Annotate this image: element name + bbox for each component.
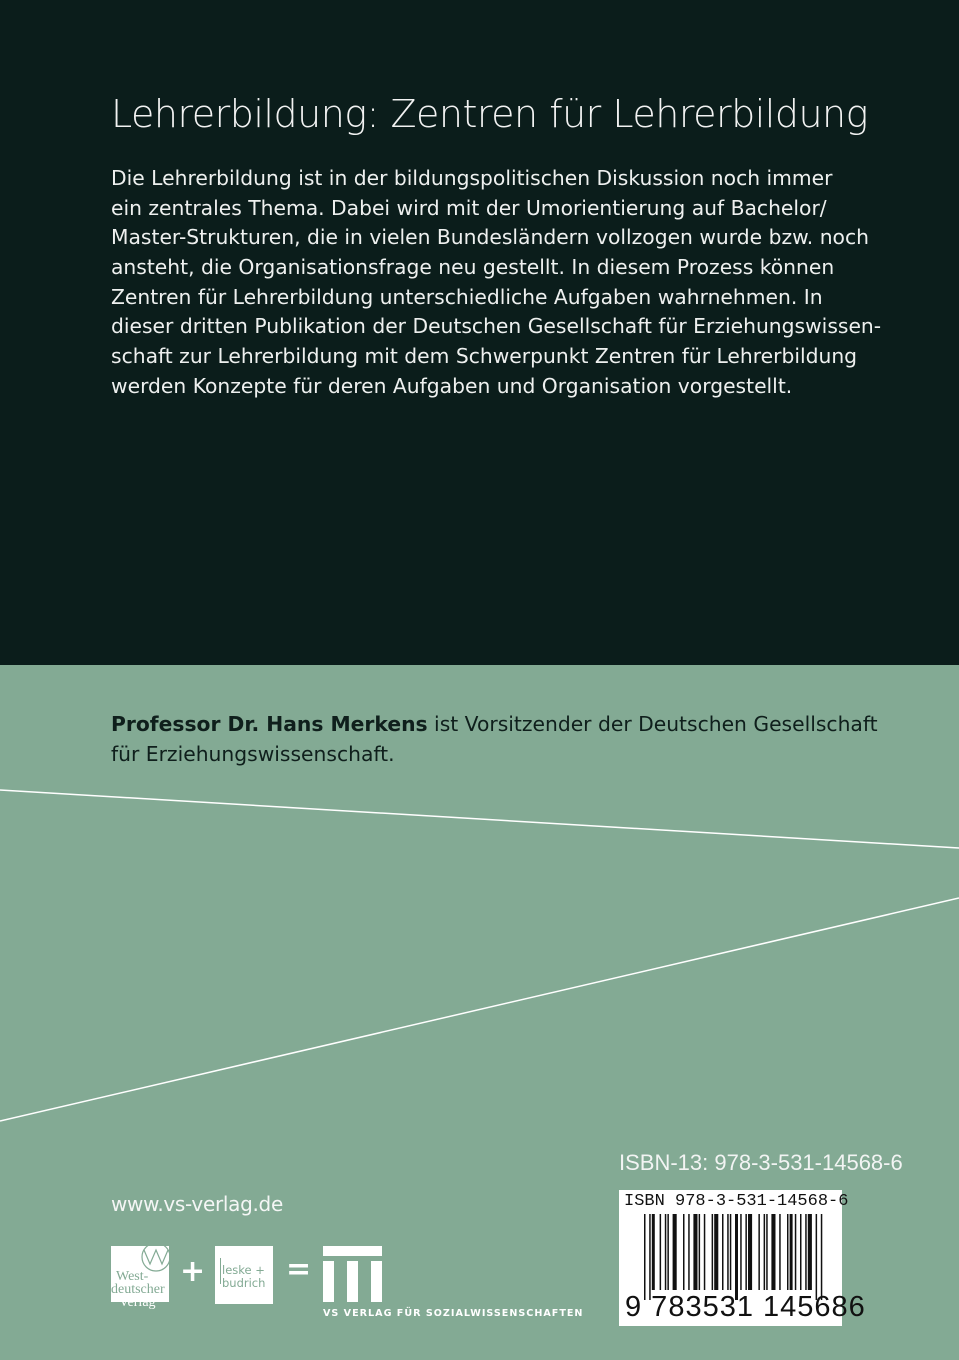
description-line: schaft zur Lehrerbildung mit dem Schwerpunkt Zentren für Lehrerbildung — [111, 344, 858, 369]
equals-sign: = — [286, 1252, 312, 1287]
leske-budrich-logo — [215, 1246, 273, 1304]
barcode-digits: 9 783531 145686 — [625, 1291, 866, 1323]
website-link[interactable]: www.vs-verlag.de — [111, 1192, 283, 1216]
plus-sign: + — [180, 1254, 206, 1289]
barcode-isbn: ISBN 978-3-531-14568-6 — [624, 1192, 849, 1211]
book-title: Lehrerbildung: Zentren für Lehrerbildung — [111, 92, 868, 136]
author-name: Professor Dr. Hans Merkens — [111, 712, 428, 736]
description-line: Zentren für Lehrerbildung unterschiedliche Aufgaben wahrnehmen. In — [111, 284, 823, 309]
logo-text: leske + budrich — [222, 1263, 266, 1290]
logo-text: deutscher — [111, 1282, 165, 1297]
logo-text: Verlag — [119, 1295, 156, 1310]
vs-verlag-name: VS VERLAG FÜR SOZIALWISSENSCHAFTEN — [323, 1308, 584, 1319]
author-bio-text: ist Vorsitzender der Deutschen Gesellschaft — [427, 712, 878, 736]
barcode — [619, 1190, 866, 1326]
isbn-13: ISBN-13: 978-3-531-14568-6 — [619, 1150, 903, 1175]
description-line: ein zentrales Thema. Dabei wird mit der Umorientierung auf Bachelor/ — [111, 195, 827, 220]
description-line: werden Konzepte für deren Aufgaben und Organisation vorgestellt. — [111, 373, 793, 398]
logo-text: West- — [116, 1269, 149, 1284]
description-line: dieser dritten Publikation der Deutschen Gesellschaft für Erziehungswissen- — [111, 314, 882, 339]
description-line: Master-Strukturen, die in vielen Bundesländern vollzogen wurde bzw. noch — [111, 225, 869, 250]
description-line: ansteht, die Organisationsfrage neu gestellt. In diesem Prozess können — [111, 255, 835, 280]
author-bio-text: für Erziehungswissenschaft. — [111, 741, 395, 766]
vs-verlag-logo-mark — [323, 1246, 382, 1302]
westdeutscher-verlag-logo — [111, 1246, 169, 1310]
description-line: Die Lehrerbildung ist in der bildungspolitischen Diskussion noch immer — [111, 166, 833, 190]
